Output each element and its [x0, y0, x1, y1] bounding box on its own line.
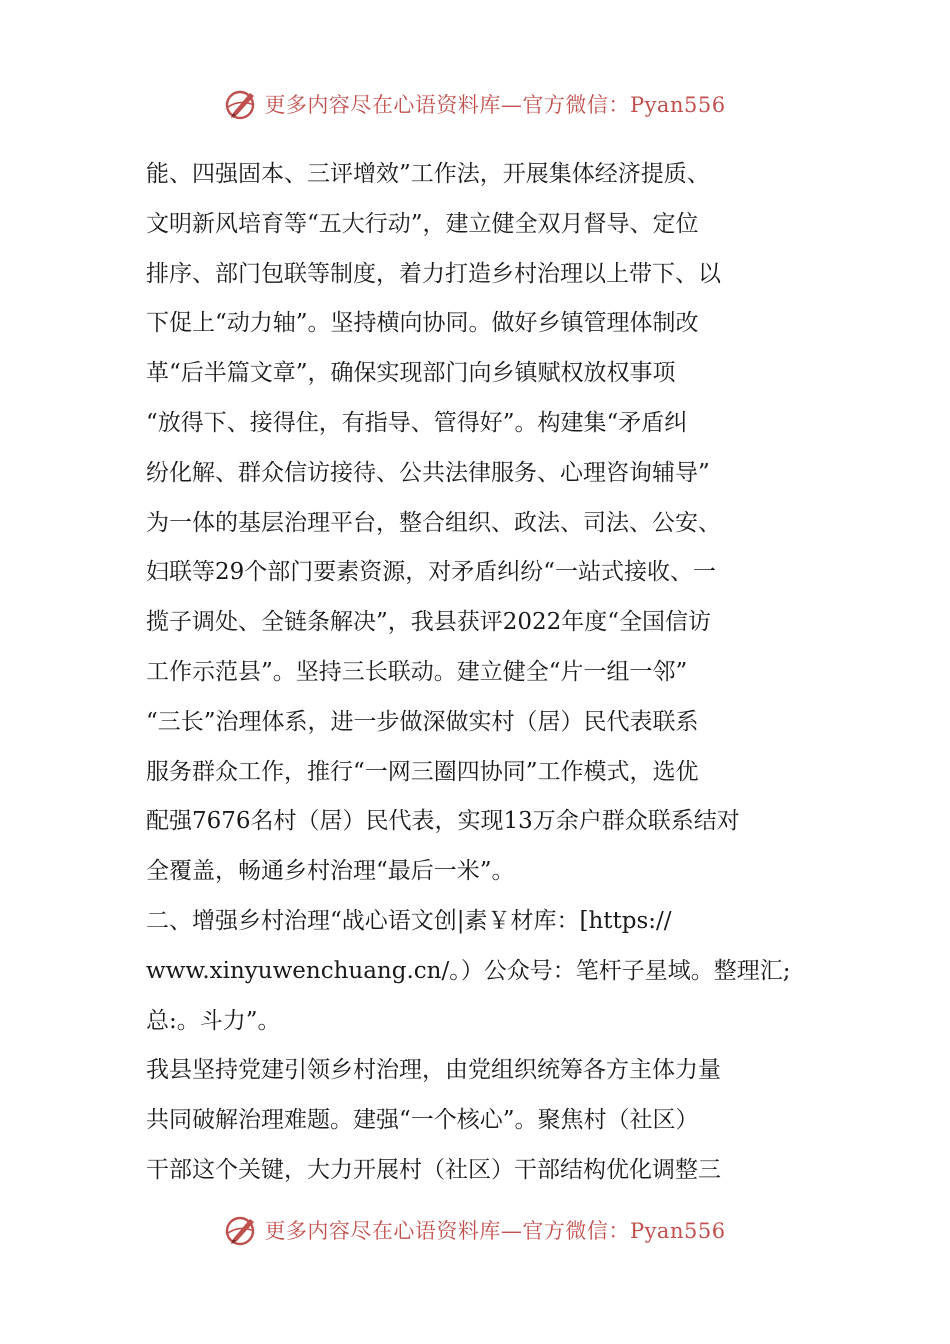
text-line: 全覆盖，畅通乡村治理“最后一米”。	[146, 858, 515, 885]
text-line: www.xinyuwenchuang.cn/。）公众号：笔杆子星域。整理汇;	[146, 957, 791, 984]
text-line: “三长”治理体系，进一步做深做实村（居）民代表联系	[146, 708, 699, 735]
footer-banner	[0, 1210, 950, 1250]
text-line: “放得下、接得住，有指导、管得好”。构建集“矛盾纠	[146, 409, 688, 436]
text-line: 文明新风培育等“五大行动”，建立健全双月督导、定位	[146, 210, 699, 237]
pen-logo-icon	[224, 1213, 260, 1247]
text-line: 二、增强乡村治理“战心语文创|素￥材库：[https://	[146, 907, 672, 934]
text-line: 服务群众工作，推行“一网三圈四协同”工作模式，选优	[146, 758, 699, 785]
banner-text: 更多内容尽在心语资料库—官方微信：Pyan556	[264, 93, 726, 117]
banner-brand: Pyan556	[629, 93, 726, 117]
document-body	[146, 150, 816, 1196]
text-line: 共同破解治理难题。建强“一个核心”。聚焦村（社区）	[146, 1107, 699, 1134]
text-line: 纷化解、群众信访接待、公共法律服务、心理咨询辅导”	[146, 459, 710, 486]
text-line: 工作示范县”。坚持三长联动。建立健全“片一组一邻”	[146, 658, 688, 685]
banner-text: 更多内容尽在心语资料库—官方微信：Pyan556	[264, 1219, 726, 1243]
text-line: 干部这个关键，大力开展村（社区）干部结构优化调整三	[146, 1156, 721, 1183]
text-line: 揽子调处、全链条解决”，我县获评2022年度“全国信访	[146, 609, 712, 636]
text-line: 下促上“动力轴”。坚持横向协同。做好乡镇管理体制改	[146, 310, 699, 337]
text-line: 总:。斗力”。	[146, 1007, 281, 1034]
banner-brand: Pyan556	[629, 1219, 726, 1243]
text-line: 革“后半篇文章”，确保实现部门向乡镇赋权放权事项	[146, 360, 676, 387]
text-line: 为一体的基层治理平台，整合组织、政法、司法、公安、	[146, 509, 721, 536]
text-line: 我县坚持党建引领乡村治理，由党组织统筹各方主体力量	[146, 1057, 721, 1084]
text-line: 能、四强固本、三评增效”工作法，开展集体经济提质、	[146, 161, 710, 187]
text-line: 排序、部门包联等制度，着力打造乡村治理以上带下、以	[146, 260, 721, 287]
header-banner	[0, 84, 950, 124]
text-line: 妇联等29个部门要素资源，对矛盾纠纷“一站式接收、一	[146, 559, 717, 586]
pen-logo-icon	[224, 87, 260, 121]
text-line: 配强7676名村（居）民代表，实现13万余户群众联系结对	[146, 808, 740, 835]
